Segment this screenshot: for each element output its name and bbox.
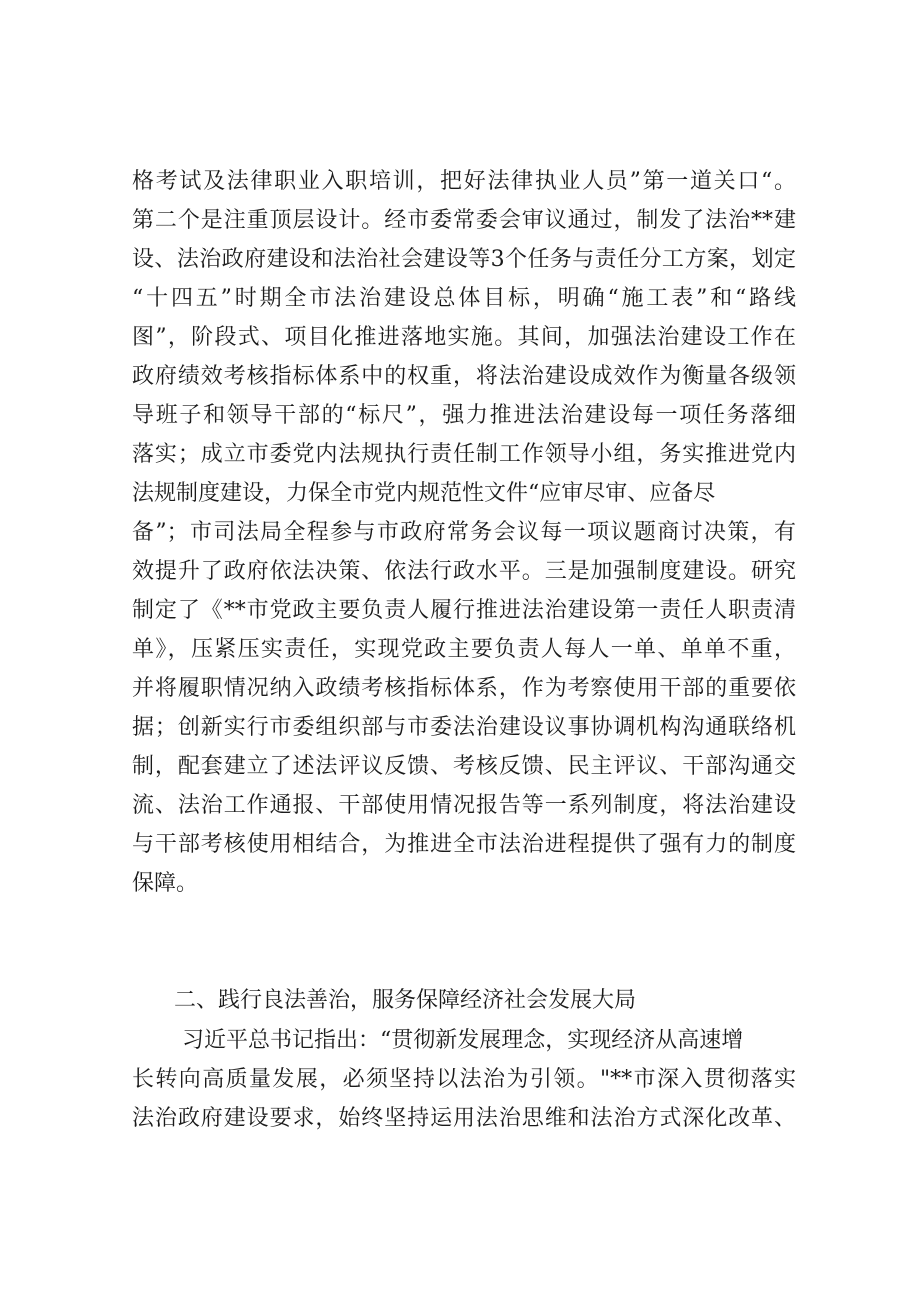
paragraph-line: 第二个是注重顶层设计。经市委常委会审议通过，制发了法治**建 <box>132 208 796 233</box>
paragraph-line: 落实；成立市委党内法规执行责任制工作领导小组，务实推进党内 <box>132 442 796 467</box>
paragraph-line: 与干部考核使用相结合，为推进全市法治进程提供了强有力的制度 <box>132 832 796 857</box>
paragraph-line: 制，配套建立了述法评议反馈、考核反馈、民主评议、干部沟通交 <box>132 754 796 779</box>
paragraph-line: 法治政府建设要求，始终坚持运用法治思维和法治方式深化改革、 <box>132 1106 796 1131</box>
paragraph-line: 导班子和领导干部的“标尺”，强力推进法治建设每一项任务落细 <box>132 403 796 428</box>
body-paragraph <box>132 162 796 903</box>
paragraph-line: 流、法治工作通报、干部使用情况报告等一系列制度，将法治建设 <box>132 793 796 818</box>
paragraph-line: 设、法治政府建设和法治社会建设等3个任务与责任分工方案，划定 <box>132 247 796 272</box>
paragraph-line: “十四五”时期全市法治建设总体目标，明确“施工表”和“路线 <box>132 286 796 311</box>
section-heading <box>132 981 796 1020</box>
heading-text: 二、践行良法善治，服务保障经济社会发展大局 <box>174 988 637 1013</box>
paragraph-line: 习近平总书记指出：“贯彻新发展理念，实现经济从高速增 <box>182 1028 744 1053</box>
paragraph-line: 备”；市司法局全程参与市政府常务会议每一项议题商讨决策，有 <box>132 520 796 545</box>
paragraph-line: 保障。 <box>132 871 199 896</box>
paragraph-line: 政府绩效考核指标体系中的权重，将法治建设成效作为衡量各级领 <box>132 364 796 389</box>
paragraph-line: 格考试及法律职业入职培训，把好法律执业人员”第一道关口“。 <box>132 169 796 194</box>
paragraph-line: 图”，阶段式、项目化推进落地实施。其间，加强法治建设工作在 <box>132 325 796 350</box>
paragraph-line: 单》，压紧压实责任，实现党政主要负责人每人一单、单单不重， <box>132 637 796 662</box>
paragraph-line: 据；创新实行市委组织部与市委法治建设议事协调机构沟通联络机 <box>132 715 796 740</box>
paragraph-line: 效提升了政府依法决策、依法行政水平。三是加强制度建设。研究 <box>132 559 796 584</box>
paragraph-line: 法规制度建设，力保全市党内规范性文件“应审尽审、应备尽 <box>132 481 716 506</box>
paragraph-line: 长转向高质量发展，必须坚持以法治为引领。"**市深入贯彻落实 <box>132 1067 796 1092</box>
paragraph-line: 制定了《**市党政主要负责人履行推进法治建设第一责任人职责清 <box>132 598 796 623</box>
body-paragraph <box>132 1021 796 1138</box>
paragraph-line: 并将履职情况纳入政绩考核指标体系，作为考察使用干部的重要依 <box>132 676 796 701</box>
